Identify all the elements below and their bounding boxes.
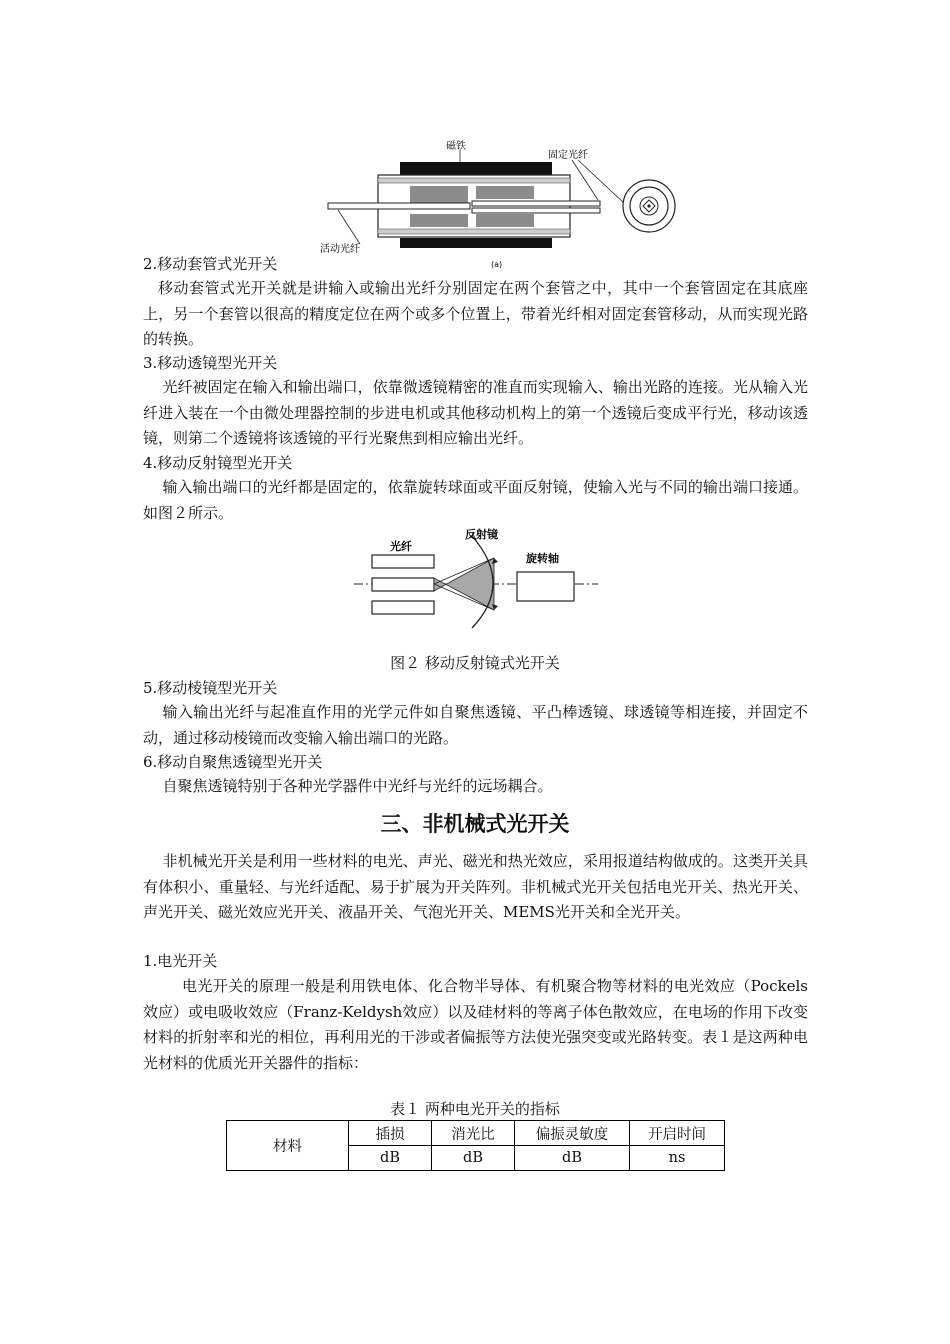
label-fiber: 光纤 bbox=[390, 540, 412, 553]
table-unit-polarization-sensitivity: dB bbox=[515, 1146, 630, 1171]
movable-fiber bbox=[328, 203, 470, 209]
table-header-switch-time: 开启时间 bbox=[630, 1121, 725, 1146]
table-unit-extinction-ratio: dB bbox=[432, 1146, 515, 1171]
table-header-extinction-ratio: 消光比 bbox=[432, 1121, 515, 1146]
section5-body: 输入输出光纤与起准直作用的光学元件如自聚焦透镜、平凸棒透镜、球透镜等相连接，并固定不动，通过移动棱镜而改变输入输出端口的光路。 bbox=[143, 703, 808, 747]
table-header-polarization-sensitivity: 偏振灵敏度 bbox=[515, 1121, 630, 1146]
light-cone bbox=[434, 558, 494, 610]
fiber-middle bbox=[372, 578, 434, 591]
magnet-top bbox=[400, 162, 552, 175]
figure-a-caption: (a) bbox=[491, 260, 503, 269]
table-header-row bbox=[227, 1121, 725, 1146]
fiber-upper bbox=[372, 555, 434, 568]
figure2-mirror-switch bbox=[352, 526, 602, 632]
fiber-lower bbox=[372, 601, 434, 614]
figure2-caption: 图２ 移动反射镜式光开关 bbox=[390, 654, 560, 672]
section6-body: 自聚焦透镜特别于各种光学器件中光纤与光纤的远场耦合。 bbox=[162, 777, 553, 795]
fixed-fiber-lower bbox=[472, 208, 600, 213]
section5-heading: 5.移动棱镜型光开关 bbox=[143, 679, 278, 697]
figure-a-sleeve-switch bbox=[320, 138, 690, 270]
rotation-axis-block bbox=[517, 572, 574, 601]
table-unit-switch-time: ns bbox=[630, 1146, 725, 1171]
section3-heading: 3.移动透镜型光开关 bbox=[143, 354, 278, 372]
label-rotation-axis: 旋转轴 bbox=[526, 552, 559, 565]
table1-caption: 表１ 两种电光开关的指标 bbox=[390, 1100, 560, 1118]
inner-sleeve-right bbox=[476, 186, 534, 199]
label-movable-fiber: 活动光纤 bbox=[320, 244, 360, 255]
section2-body: 移动套管式光开关就是讲输入或输出光纤分别固定在两个套管之中，其中一个套管固定在其底座上，另一个套管以很高的精度定位在两个或多个位置上，带着光纤相对固定套管移动，从而实现光路的转换。 bbox=[143, 279, 808, 348]
table-unit-insertion-loss: dB bbox=[349, 1146, 432, 1171]
fixed-fiber-upper bbox=[472, 201, 600, 206]
electro-optic-heading: 1.电光开关 bbox=[143, 952, 218, 970]
section6-heading: 6.移动自聚焦透镜型光开关 bbox=[143, 753, 323, 771]
label-fixed-fiber: 固定光纤 bbox=[548, 150, 588, 161]
part3-intro: 非机械光开关是利用一些材料的电光、声光、磁光和热光效应，采用报道结构做成的。这类开关具有体积小、重量轻、与光纤适配、易于扩展为开关阵列。非机械式光开关包括电光开关、热光开关、声光开关、磁光效应光开关、液晶开关、气泡光开关、MEMS光开关和全光开关。 bbox=[143, 852, 808, 921]
table1 bbox=[226, 1120, 725, 1171]
section4-heading: 4.移动反射镜型光开关 bbox=[143, 454, 293, 472]
section3-body: 光纤被固定在输入和输出端口，依靠微透镜精密的准直而实现输入、输出光路的连接。光从输入光纤进入装在一个由微处理器控制的步进电机或其他移动机构上的第一个透镜后变成平行光，移动该透镜，则第二个透镜将该透镜的平行光聚焦到相应输出光纤。 bbox=[143, 378, 808, 447]
fiber-end-view bbox=[623, 180, 675, 232]
table-header-insertion-loss: 插损 bbox=[349, 1121, 432, 1146]
magnet-bottom bbox=[400, 238, 552, 248]
section4-body: 输入输出端口的光纤都是固定的，依靠旋转球面或平面反射镜，使输入光与不同的输出端口接通。如图２所示。 bbox=[143, 478, 808, 522]
electro-optic-body: 电光开关的原理一般是利用铁电体、化合物半导体、有机聚合物等材料的电光效应（Pockels效应）或电吸收效应（Franz-Keldysh效应）以及硅材料的等离子体色散效应，在电场的作用下改变材料的折射率和光的相位，再利用光的干涉或者偏振等方法使光强突变或光路转变。表１是这两种电光材料的优质光开关器件的指标： bbox=[143, 977, 808, 1072]
part3-title: 三、非机械式光开关 bbox=[380, 812, 570, 836]
label-magnet: 磁铁 bbox=[446, 141, 466, 152]
label-mirror: 反射镜 bbox=[465, 528, 498, 541]
section2-heading: 2.移动套管式光开关 bbox=[143, 255, 278, 273]
table-header-material: 材料 bbox=[227, 1121, 349, 1171]
